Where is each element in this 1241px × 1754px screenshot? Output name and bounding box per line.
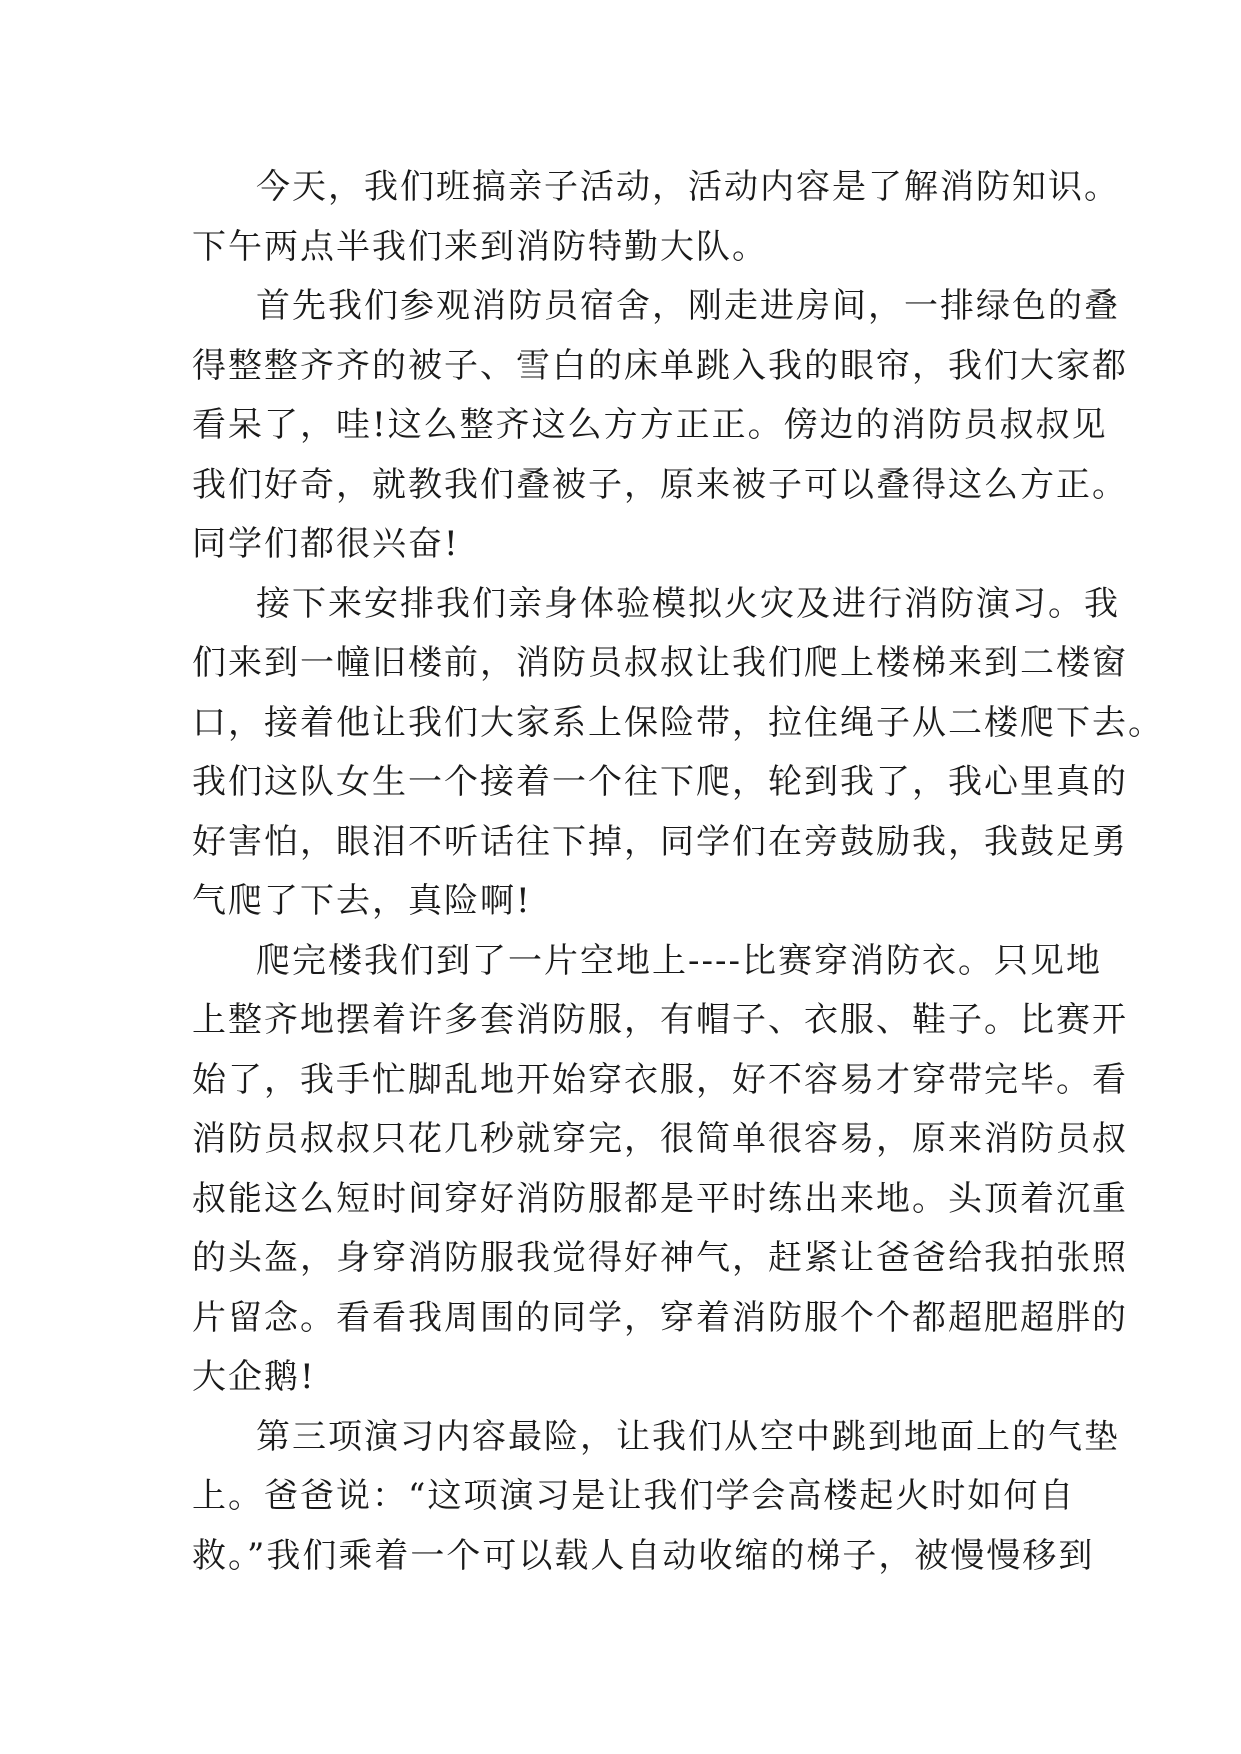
text-line: 上整齐地摆着许多套消防服，有帽子、衣服、鞋子。比赛开 <box>192 1000 1128 1040</box>
text-line: 好害怕，眼泪不听话往下掉，同学们在旁鼓励我，我鼓足勇 <box>192 821 1128 862</box>
text-line: 接下来安排我们亲身体验模拟火灾及进行消防演习。我 <box>256 583 1120 624</box>
body-text <box>192 158 1164 1586</box>
text-line: 消防员叔叔只花几秒就穿完，很简单很容易，原来消防员叔 <box>192 1119 1128 1159</box>
text-line: 上。爸爸说：“这项演习是让我们学会高楼起火时如何自 <box>192 1476 1076 1516</box>
text-line: 口，接着他让我们大家系上保险带，拉住绳子从二楼爬下去。 <box>192 702 1164 743</box>
text-line: 看呆了，哇!这么整齐这么方方正正。傍边的消防员叔叔见 <box>192 405 1108 445</box>
text-line: 我们好奇，就教我们叠被子，原来被子可以叠得这么方正。 <box>192 464 1128 505</box>
text-line: 我们这队女生一个接着一个往下爬，轮到我了，我心里真的 <box>192 762 1128 802</box>
text-line: 的头盔，身穿消防服我觉得好神气，赶紧让爸爸给我拍张照 <box>192 1238 1128 1278</box>
text-line: 始了，我手忙脚乱地开始穿衣服，好不容易才穿带完毕。看 <box>192 1059 1128 1100</box>
text-line: 叔能这么短时间穿好消防服都是平时练出来地。头顶着沉重 <box>192 1178 1128 1219</box>
text-line: 得整整齐齐的被子、雪白的床单跳入我的眼帘，我们大家都 <box>192 345 1128 386</box>
text-line: 气爬了下去，真险啊! <box>192 881 532 921</box>
text-line: 首先我们参观消防员宿舍，刚走进房间，一排绿色的叠 <box>256 286 1120 326</box>
text-line: 下午两点半我们来到消防特勤大队。 <box>192 226 768 267</box>
text-line: 同学们都很兴奋! <box>192 524 460 564</box>
text-line: 第三项演习内容最险，让我们从空中跳到地面上的气垫 <box>256 1416 1120 1457</box>
text-line: 救。”我们乘着一个可以载人自动收缩的梯子，被慢慢移到 <box>192 1535 1095 1576</box>
text-line: 大企鹅! <box>192 1357 316 1397</box>
text-line: 爬完楼我们到了一片空地上----比赛穿消防衣。只见地 <box>256 940 1102 981</box>
text-line: 片留念。看看我周围的同学，穿着消防服个个都超肥超胖的 <box>192 1297 1128 1338</box>
text-line: 今天，我们班搞亲子活动，活动内容是了解消防知识。 <box>256 167 1120 207</box>
text-line: 们来到一幢旧楼前，消防员叔叔让我们爬上楼梯来到二楼窗 <box>192 643 1128 683</box>
